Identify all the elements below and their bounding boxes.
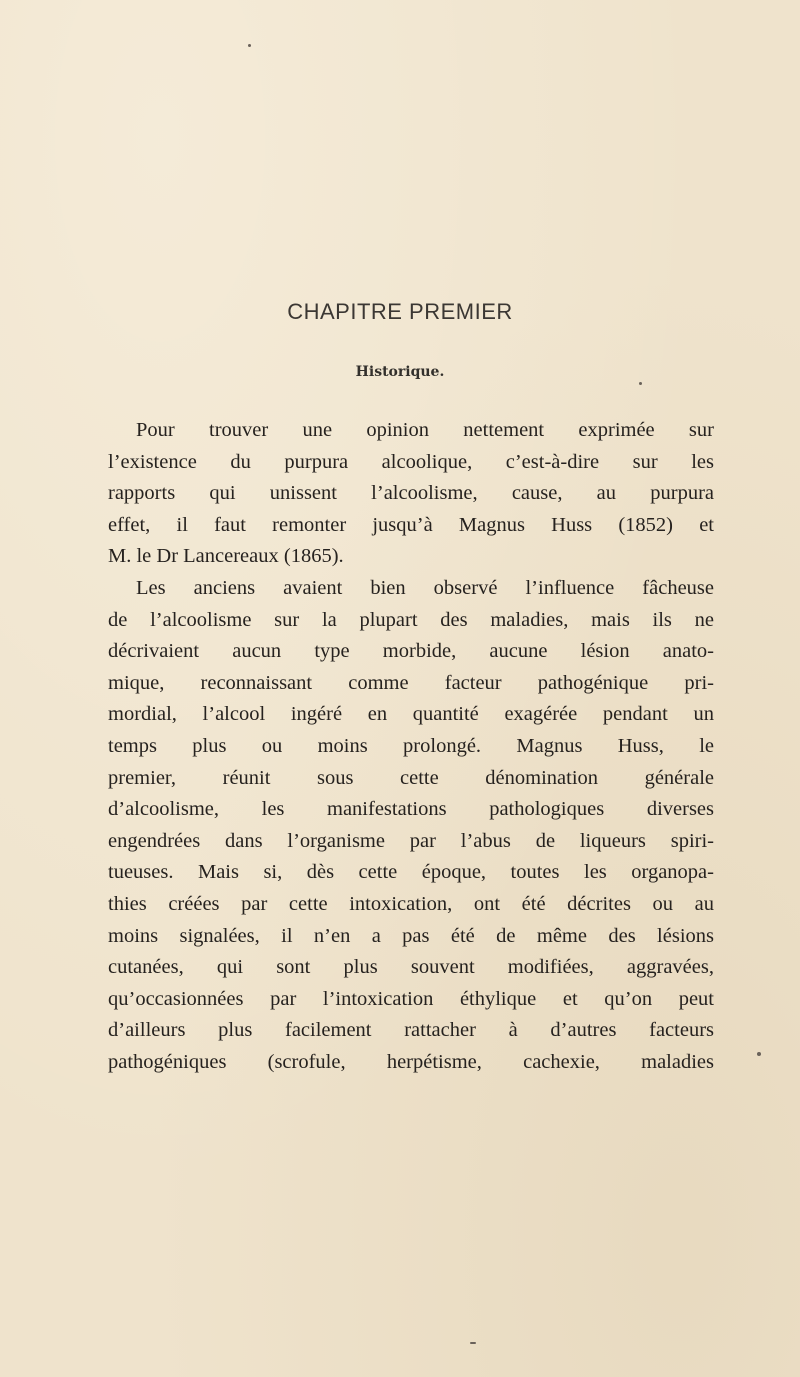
text-line: qu’occasionnées par l’intoxication éthylique et qu’on peut xyxy=(108,987,714,1010)
text-line: d’alcoolisme, les manifestations pathologiques diverses xyxy=(108,798,714,821)
text-line: M. le Dr Lancereaux (1865). xyxy=(108,545,344,568)
text-line: décrivaient aucun type morbide, aucune lésion anato- xyxy=(108,640,714,663)
text-line: cutanées, qui sont plus souvent modifiées, aggravées, xyxy=(108,956,714,979)
text-line: temps plus ou moins prolongé. Magnus Huss, le xyxy=(108,734,714,757)
paper-speck xyxy=(639,382,642,385)
paragraph-2 xyxy=(108,573,714,1079)
paragraph-1 xyxy=(108,415,714,573)
paper-speck xyxy=(757,1052,761,1056)
body-text xyxy=(108,415,714,1078)
text-line: Pour trouver une opinion nettement exprimée sur xyxy=(136,419,714,441)
text-line: tueuses. Mais si, dès cette époque, toutes les organopa- xyxy=(108,861,714,884)
text-line: pathogéniques (scrofule, herpétisme, cachexie, maladies xyxy=(108,1050,714,1073)
text-line: Les anciens avaient bien observé l’influence fâcheuse xyxy=(136,576,714,599)
text-line: de l’alcoolisme sur la plupart des maladies, mais ils ne xyxy=(108,608,714,631)
text-line: mique, reconnaissant comme facteur pathogénique pri- xyxy=(108,671,714,694)
chapter-title: CHAPITRE PREMIER xyxy=(287,299,513,324)
text-line: premier, réunit sous cette dénomination générale xyxy=(108,766,714,789)
text-line: rapports qui unissent l’alcoolisme, cause, au purpura xyxy=(108,482,714,505)
text-line: effet, il faut remonter jusqu’à Magnus Huss (1852) et xyxy=(108,513,714,536)
paper-speck xyxy=(470,1342,476,1344)
text-line: thies créées par cette intoxication, ont été décrites ou au xyxy=(108,892,714,915)
text-line: d’ailleurs plus facilement rattacher à d’autres facteurs xyxy=(108,1019,714,1042)
paper-speck xyxy=(248,44,251,47)
text-line: mordial, l’alcool ingéré en quantité exagérée pendant un xyxy=(108,703,714,726)
text-line: moins signalées, il n’en a pas été de même des lésions xyxy=(108,924,714,947)
text-line: engendrées dans l’organisme par l’abus de liqueurs spiri- xyxy=(108,829,714,852)
section-heading: Historique. xyxy=(355,364,445,380)
text-line: l’existence du purpura alcoolique, c’est-à-dire sur les xyxy=(108,450,714,473)
